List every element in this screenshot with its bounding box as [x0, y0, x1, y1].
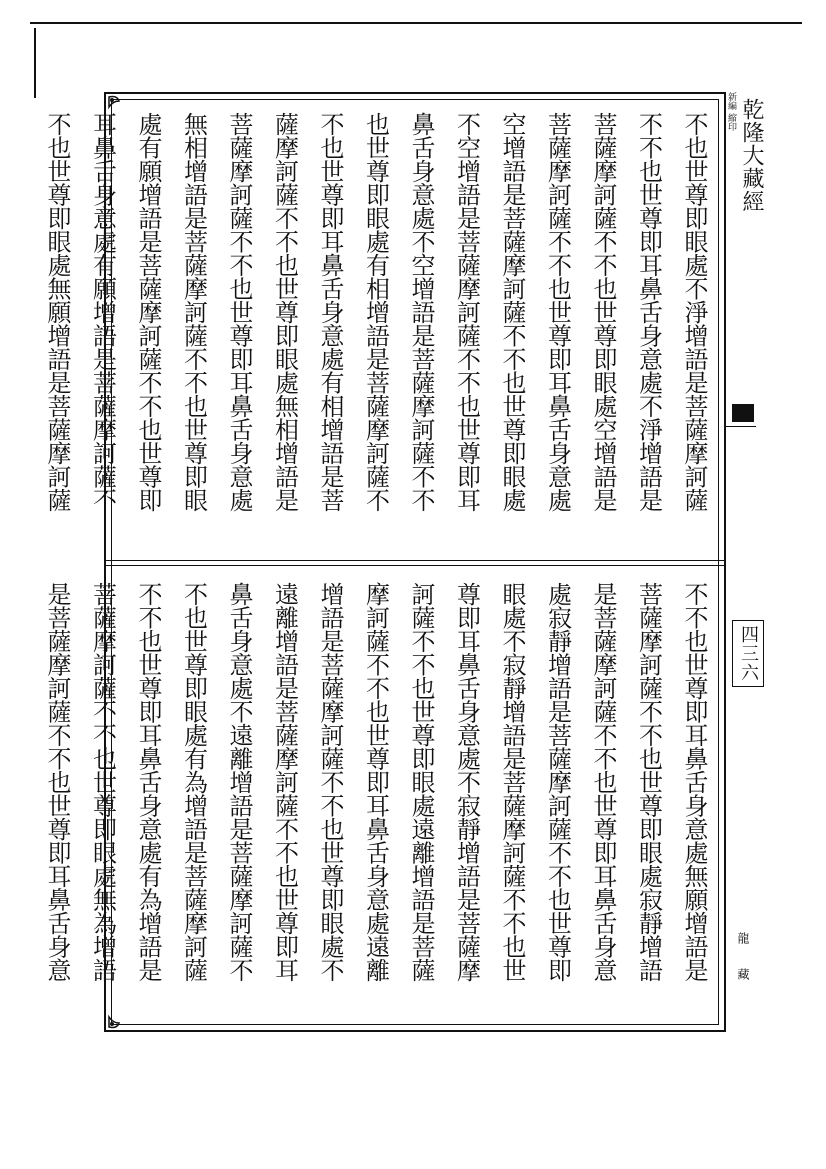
collection-mark: 龍 藏: [736, 932, 750, 990]
lower-panel: [43, 582, 716, 1016]
text-column: 眼處不寂靜增語是菩薩摩訶薩不不也世: [498, 582, 526, 982]
text-column: 不也世尊即耳鼻舌身意處有相增語是菩: [316, 112, 344, 512]
text-column: 處寂靜增語是菩薩摩訶薩不不也世尊即: [543, 582, 572, 982]
upper-panel: [43, 112, 716, 550]
text-column: 菩薩摩訶薩不不也世尊即眼處寂靜增語: [634, 582, 663, 982]
text-column: 空增語是菩薩摩訶薩不不也世尊即眼處: [498, 112, 526, 512]
edition-label: 新編 縮印: [726, 92, 736, 131]
text-column: 不不也世尊即耳鼻舌身意處有為增語是: [134, 582, 162, 982]
text-column: 增語是菩薩摩訶薩不不也世尊即眼處不: [316, 582, 344, 982]
text-column: 鼻舌身意處不空增語是菩薩摩訶薩不不: [407, 112, 435, 512]
text-column: 遠離增語是菩薩摩訶薩不不也世尊即耳: [270, 582, 299, 982]
text-column: 不不也世尊即耳鼻舌身意處無願增語是: [680, 582, 708, 982]
text-column: 不也世尊即眼處有為增語是菩薩摩訶薩: [179, 582, 208, 982]
text-column: 也世尊即眼處有相增語是菩薩摩訶薩不: [361, 112, 390, 512]
text-column: 菩薩摩訶薩不不也世尊即耳鼻舌身意處: [543, 112, 572, 512]
sutra-title: 乾隆大藏經: [739, 98, 764, 213]
binding-mark: [34, 28, 36, 98]
text-column: 是菩薩摩訶薩不不也世尊即耳鼻舌身意: [43, 582, 71, 982]
panel-divider: [106, 560, 724, 566]
text-column: 摩訶薩不不也世尊即耳鼻舌身意處遠離: [361, 582, 390, 982]
text-column: 薩摩訶薩不不也世尊即眼處無相增語是: [270, 112, 299, 512]
text-column: 不空增語是菩薩摩訶薩不不也世尊即耳: [452, 112, 481, 512]
lower-text-columns: [43, 582, 716, 1016]
text-column: 鼻舌身意處不遠離增語是菩薩摩訶薩不: [225, 582, 253, 982]
text-column: 尊即耳鼻舌身意處不寂靜增語是菩薩摩: [452, 582, 481, 982]
text-column: 菩薩摩訶薩不不也世尊即眼處無為增語: [88, 582, 117, 982]
text-column: 菩薩摩訶薩不不也世尊即眼處空增語是: [589, 112, 617, 512]
margin-strip: [726, 92, 762, 1032]
text-column: 耳鼻舌身意處有願增語是菩薩摩訶薩不: [88, 112, 117, 512]
tab-rule: [726, 426, 756, 427]
upper-text-columns: [43, 112, 716, 550]
text-column: 訶薩不不也世尊即眼處遠離增語是菩薩: [407, 582, 435, 982]
text-column: 不也世尊即眼處不淨增語是菩薩摩訶薩: [680, 112, 708, 512]
text-column: 菩薩摩訶薩不不也世尊即耳鼻舌身意處: [225, 112, 253, 512]
text-column: 不不也世尊即耳鼻舌身意處不淨增語是: [634, 112, 663, 512]
page-frame: [43, 92, 726, 1032]
top-rule: [30, 22, 802, 24]
text-column: 不也世尊即眼處無願增語是菩薩摩訶薩: [43, 112, 71, 512]
page-number: 四三六: [732, 620, 764, 687]
text-column: 處有願增語是菩薩摩訶薩不不也世尊即: [134, 112, 162, 512]
section-tab: [732, 404, 754, 422]
text-column: 是菩薩摩訶薩不不也世尊即耳鼻舌身意: [589, 582, 617, 982]
text-column: 無相增語是菩薩摩訶薩不不也世尊即眼: [179, 112, 208, 512]
